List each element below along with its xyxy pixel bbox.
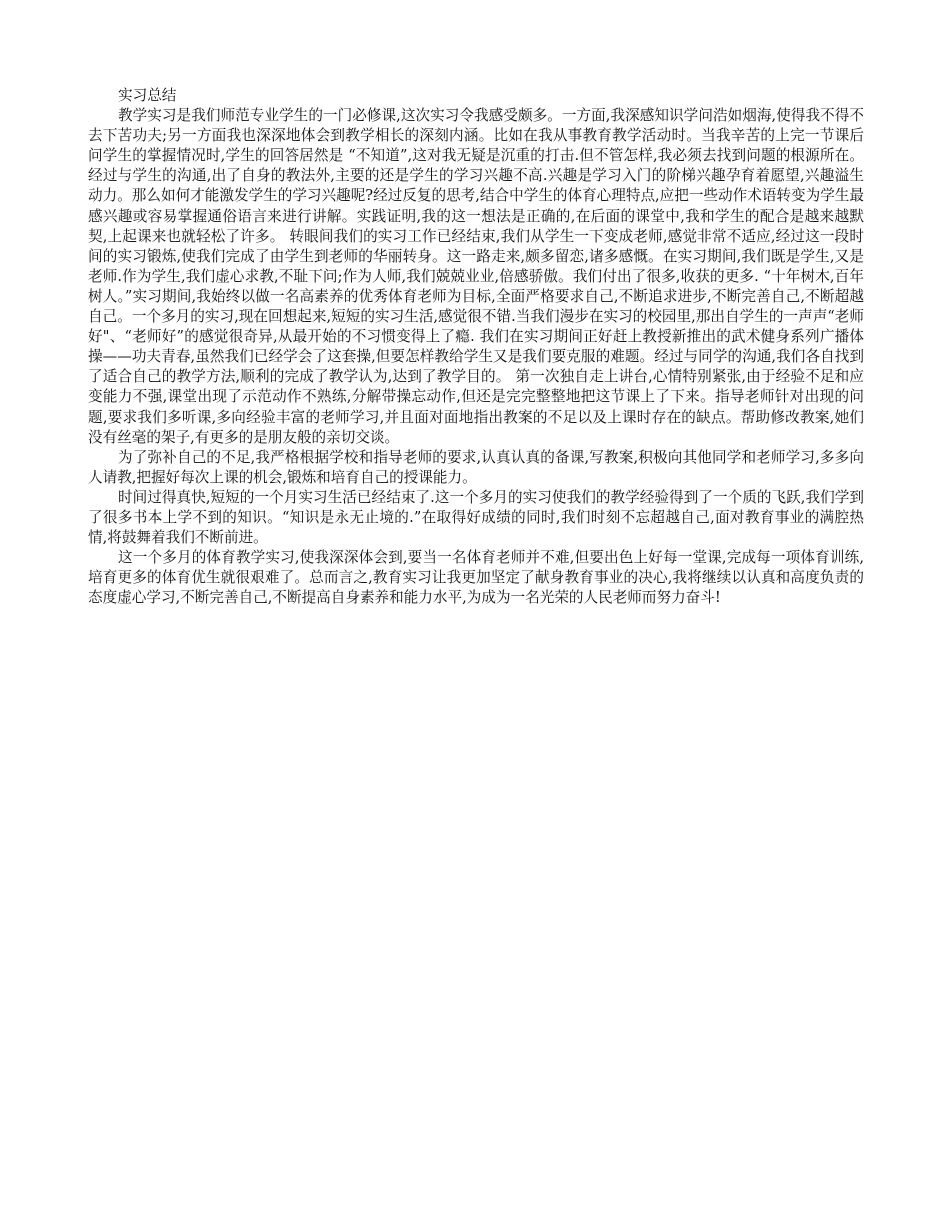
document-title: 实习总结: [118, 87, 177, 104]
document-page: [88, 86, 864, 608]
paragraph-4: 这一个多月的体育教学实习,使我深深体会到,要当一名体育老师并不难,但要出色上好每一堂课,完成每一项体育训练,培育更多的体育优生就很艰难了。总而言之,教育实习让我更加坚定了献身教育事业的决心,我将继续以认真和高度负责的态度虚心学习,不断完善自己,不断提高自身素养和能力水平,为成为一名光荣的人民老师而努力奋斗!: [88, 549, 864, 607]
paragraph-1: 教学实习是我们师范专业学生的一门必修课,这次实习令我感受颇多。一方面,我深感知识学问浩如烟海,使得我不得不去下苦功夫;另一方面我也深深地体会到教学相长的深刻内涵。比如在我从事教育教学活动时。当我辛苦的上完一节课后问学生的掌握情况时,学生的回答居然是 “不知道”,这对我无疑是沉重的打击.但不管怎样,我必须去找到问题的根源所在。经过与学生的沟通,出了自身的教法外,主要的还是学生的学习兴趣不高.兴趣是学习入门的阶梯兴趣孕育着愿望,兴趣溢生动力。那么如何才能激发学生的学习兴趣呢?经过反复的思考,结合中学生的体育心理特点,应把一些动作术语转变为学生最感兴趣或容易掌握通俗语言来进行讲解。实践证明,我的这一想法是正确的,在后面的课堂中,我和学生的配合是越来越默契,上起课来也就轻松了许多。 转眼间我们的实习工作已经结束,我们从学生一下变成老师,感觉非常不适应,经过这一段时间的实习锻炼,使我们完成了由学生到老师的华丽转身。这一路走来,颇多留恋,诸多感慨。在实习期间,我们既是学生,又是老师.作为学生,我们虚心求教,不耻下问;作为人师,我们兢兢业业,倍感骄傲。我们付出了很多,收获的更多. “十年树木,百年树人。”实习期间,我始终以做一名高素养的优秀体育老师为目标,全面严格要求自己,不断追求进步,不断完善自己,不断超越自己。一个多月的实习,现在回想起来,短短的实习生活,感觉很不错.当我们漫步在实习的校园里,那出自学生的一声声“老师好"、“老师好”的感觉很奇异,从最开始的不习惯变得上了瘾. 我们在实习期间正好赶上教授新推出的武术健身系列广播体操——功夫青春,虽然我们已经学会了这套操,但要怎样教给学生又是我们要克服的难题。经过与同学的沟通,我们各自找到了适合自己的教学方法,顺利的完成了教学认为,达到了教学目的。 第一次独自走上讲台,心情特别紧张,由于经验不足和应变能力不强,课堂出现了示范动作不熟练,分解带操忘动作,但还是完完整整地把这节课上了下来。指导老师针对出现的问题,要求我们多听课,多向经验丰富的老师学习,并且面对面地指出教案的不足以及上课时存在的缺点。帮助修改教案,她们没有丝毫的架子,有更多的是朋友般的亲切交谈。: [88, 107, 864, 446]
paragraph-2: 为了弥补自己的不足,我严格根据学校和指导老师的要求,认真认真的备课,写教案,积极向其他同学和老师学习,多多向人请教,把握好每次上课的机会,锻炼和培育自己的授课能力。: [88, 448, 864, 486]
paragraph-3: 时间过得真快,短短的一个月实习生活已经结束了.这一个多月的实习使我们的教学经验得到了一个质的飞跃,我们学到了很多书本上学不到的知识。“知识是永无止境的.”在取得好成绩的同时,我们时刻不忘超越自己,面对教育事业的满腔热情,将鼓舞着我们不断前进。: [88, 488, 864, 547]
